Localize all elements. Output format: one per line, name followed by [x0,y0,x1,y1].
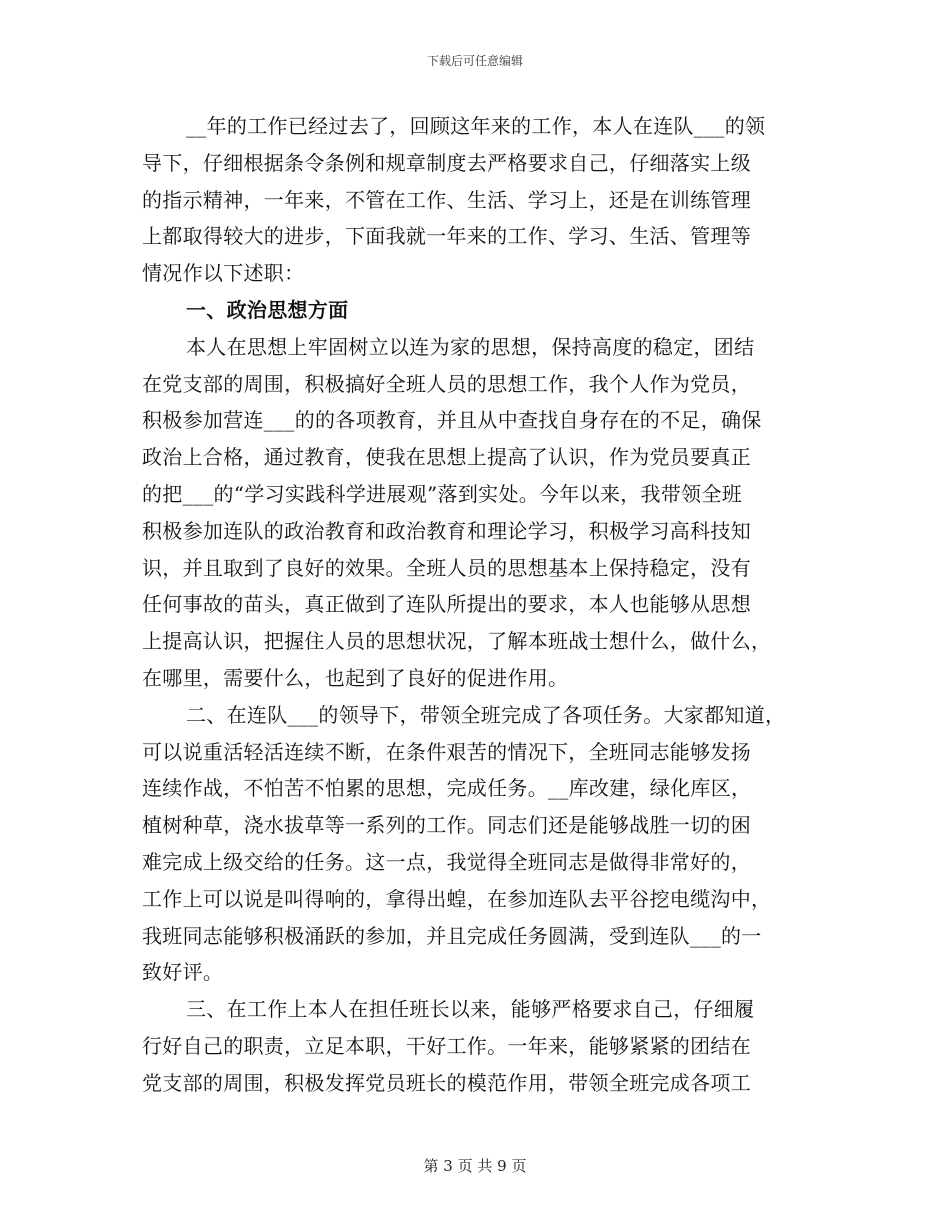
body-line: 的指示精神，一年来，不管在工作、生活、学习上，还是在训练管理 [142,187,751,212]
body-line: 政治上合格，通过教育，使我在思想上提高了认识，作为党员要真正 [142,445,751,470]
body-line: 在党支部的周围，积极搞好全班人员的思想工作，我个人作为党员， [142,371,751,396]
body-line: 致好评。 [142,960,224,985]
body-line: 积极参加连队的政治教育和政治教育和理论学习，积极学习高科技知 [142,518,751,543]
body-line: 党支部的周围，积极发挥党员班长的模范作用，带领全班完成各项工 [142,1070,751,1095]
body-line: 上都取得较大的进步，下面我就一年来的工作、学习、生活、管理等 [142,224,751,249]
body-line: 植树种草，浇水拔草等一系列的工作。同志们还是能够战胜一切的困 [142,813,751,838]
body-line: 我班同志能够积极涌跃的参加，并且完成任务圆满，受到连队___的一 [142,923,762,948]
body-line: 难完成上级交给的任务。这一点，我觉得全班同志是做得非常好的， [142,849,751,874]
body-line: 的把___的“学习实践科学进展观”落到实处。今年以来，我带领全班 [142,481,743,506]
body-line: 可以说重活轻活连续不断，在条件艰苦的情况下，全班同志能够发扬 [142,739,751,764]
body-line: 在哪里，需要什么，也起到了良好的促进作用。 [142,665,569,690]
body-line: 识，并且取到了良好的效果。全班人员的思想基本上保持稳定，没有 [142,555,751,580]
body-line: 任何事故的苗头，真正做到了连队所提出的要求，本人也能够从思想 [142,592,751,617]
page-header: 下载后可任意编辑 [426,54,523,68]
body-line: 连续作战，不怕苦不怕累的思想，完成任务。__库改建，绿化库区， [142,776,752,801]
body-line: 三、在工作上本人在担任班长以来，能够严格要求自己，仔细履 [186,997,755,1022]
body-line: 行好自己的职责，立足本职，干好工作。一年来，能够紧紧的团结在 [142,1033,751,1058]
body-line: 导下，仔细根据条令条例和规章制度去严格要求自己，仔细落实上级 [142,150,751,175]
body-line: 二、在连队___的领导下，带领全班完成了各项任务。大家都知道， [186,702,786,727]
body-line: 本人在思想上牢固树立以连为家的思想，保持高度的稳定，团结 [186,334,755,359]
body-line: 工作上可以说是叫得响的，拿得出蝗，在参加连队去平谷挖电缆沟中， [142,886,772,911]
page-footer: 第 3 页 共 9 页 [423,1157,527,1175]
body-line: 积极参加营连___的的各项教育，并且从中查找自身存在的不足，确保 [142,408,762,433]
body-line: __年的工作已经过去了，回顾这年来的工作，本人在连队___的领 [186,114,766,138]
section-heading: 一、政治思想方面 [186,297,349,322]
document-body [142,108,814,1102]
body-line: 上提高认识，把握住人员的思想状况，了解本班战士想什么，做什么， [142,629,772,654]
body-line: 情况作以下述职： [142,261,305,286]
